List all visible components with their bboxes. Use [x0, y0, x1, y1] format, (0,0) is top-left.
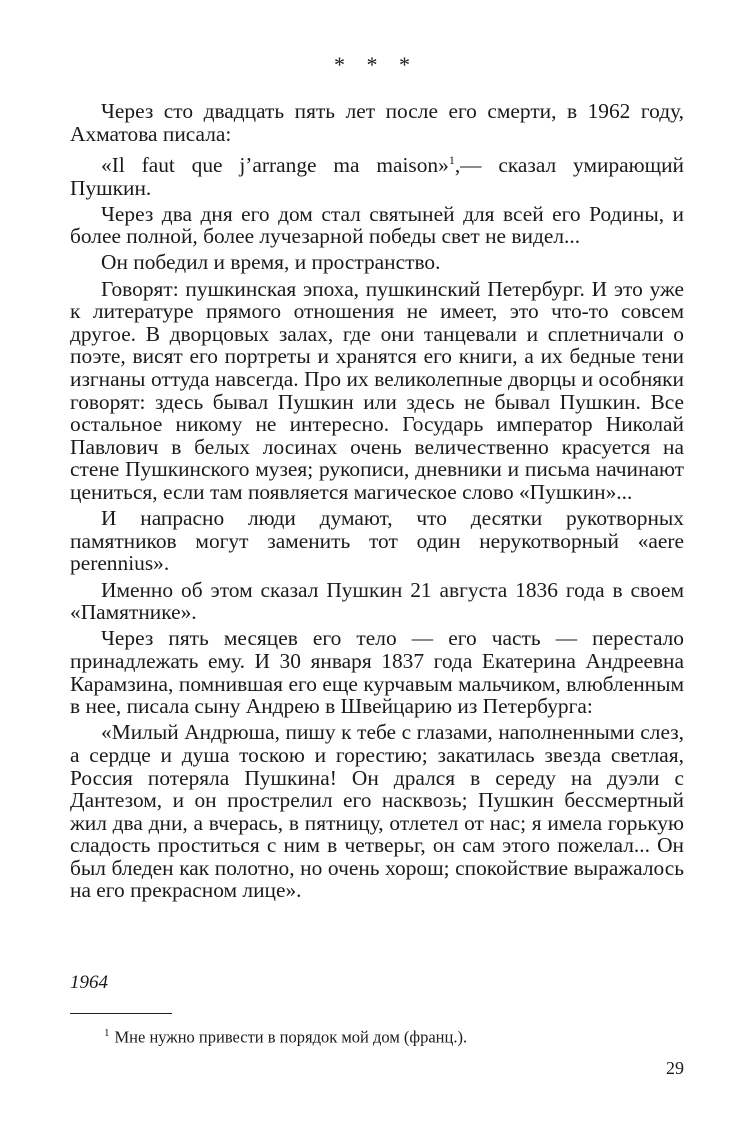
page-number: 29 — [666, 1058, 684, 1078]
paragraph-4: Он победил и время, и пространство. — [101, 250, 441, 275]
footnote-text: Мне нужно привести в порядок мой дом (франц.). — [114, 1027, 468, 1047]
date-signature: 1964 — [70, 972, 108, 993]
french-quote: «Il faut que j’arrange ma maison» — [101, 152, 449, 177]
paragraph-3: Через два дня его дом стал святыней для всей его Родины, и более полной, более лучезарной победы свет не видел... — [70, 201, 684, 249]
section-asterisks: * * * — [334, 52, 418, 77]
paragraph-8: Через пять месяцев его тело — его часть — перестало принадлежать ему. И 30 января 1837 года Екатерина Андреевна Карамзина, помнившая его еще курчавым мальчиком, влюбленным в нее, писала сыну Андрею в Швейцарию из Петербурга: — [70, 626, 684, 719]
footnote-divider — [70, 1013, 172, 1014]
paragraph-5: Говорят: пушкинская эпоха, пушкинский Петербург. И это уже к литературе прямого отношения не имеет, это что-то совсем другое. В дворцовых залах, где они танцевали и сплетничали о поэте, висят его портреты и хранятся его книги, а их бедные тени изгнаны оттуда навсегда. Про их великолепные дворцы и особняки говорят: здесь бывал Пушкин или здесь не бывал Пушкин. Все остальное никому не интересно. Государь император Николай Павлович в белых лосинах очень величественно красуется на стене Пушкинского музея; рукописи, дневники и письма начинают цениться, если там появляется магическое слово «Пушкин»... — [70, 276, 684, 504]
footnote — [104, 1027, 467, 1048]
body-text — [70, 100, 684, 906]
paragraph-9: «Милый Андрюша, пишу к тебе с глазами, наполненными слез, а сердце и душа тоскою и горестию; закатилась звезда светлая, Россия потеряла Пушкина! Он дрался в середу на дуэли с Дантезом, и он прострелил его насквозь; Пушкин бессмертный жил два дни, а вчерась, в пятницу, отлетел от нас; я имела горькую сладость проститься с ним в четверьг, он сам этого пожелал... Он был бледен как полотно, но очень хорош; спокойствие выражалось на его прекрасном лице». — [70, 720, 684, 903]
paragraph-1: Через сто двадцать пять лет после его смерти, в 1962 году, Ахматова писала: — [70, 99, 684, 146]
footnote-marker: 1 — [104, 1027, 110, 1039]
paragraph-6: И напрасно люди думают, что десятки рукотворных памятников могут заменить тот один нерукотворный «aere perennius». — [70, 506, 684, 576]
paragraph-7: Именно об этом сказал Пушкин 21 августа 1836 года в своем «Памятнике». — [70, 577, 684, 625]
paragraph-2-tail: ,— сказал умирающий Пушкин. — [70, 152, 684, 200]
paragraph-2 — [70, 149, 684, 199]
footnote-ref: 1 — [448, 152, 455, 167]
